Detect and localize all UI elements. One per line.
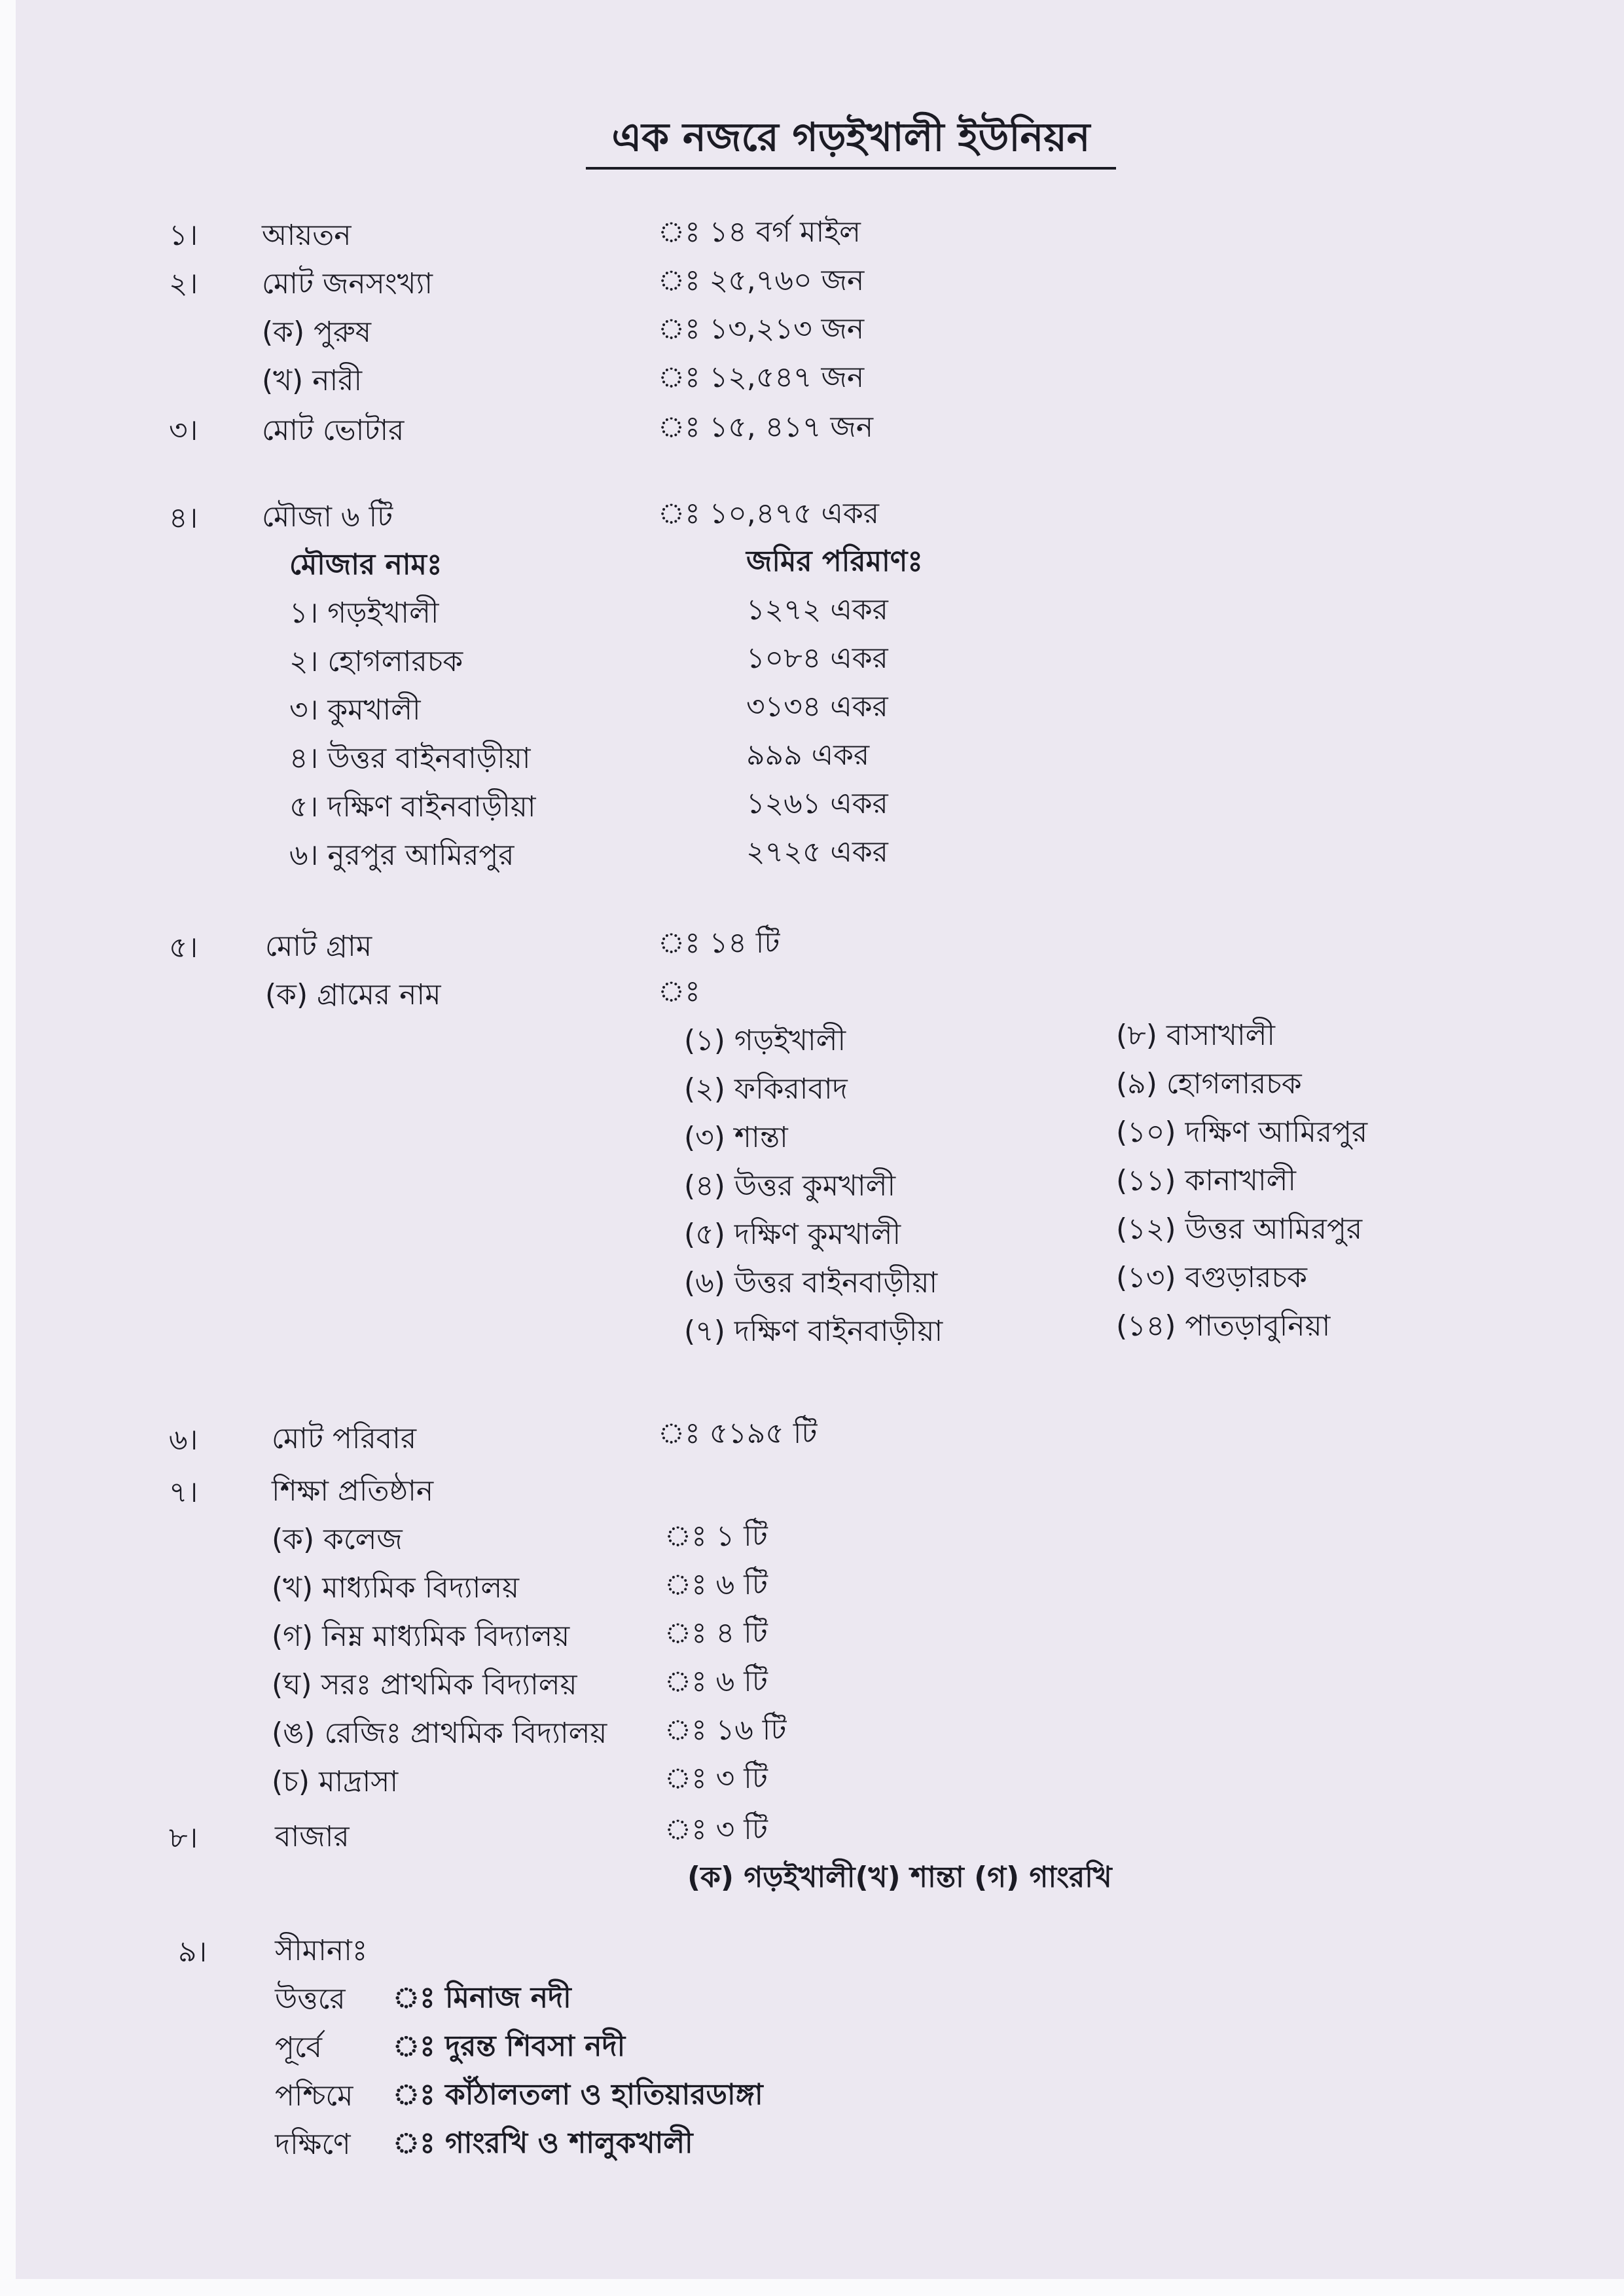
families-label: মোট পরিবার xyxy=(272,1422,417,1455)
mouza-name: ৬। নুরপুর আমিরপুর xyxy=(289,839,514,872)
page-edge-bottom xyxy=(0,2279,1624,2296)
item-number: ৬। xyxy=(169,1423,198,1457)
village-name: (১৪) পাতড়াবুনিয়া xyxy=(1116,1309,1331,1343)
education-item-label: (খ) মাধ্যমিক বিদ্যালয় xyxy=(272,1571,520,1605)
market-list: (ক) গড়ইখালী(খ) শান্তা (গ) গাংরখি xyxy=(687,1861,1112,1894)
education-item-label: (ক) কলেজ xyxy=(272,1523,403,1556)
item-number: ৫। xyxy=(169,931,198,964)
village-name: (৯) হোগলারচক xyxy=(1116,1067,1302,1101)
village-name: (২) ফকিরাবাদ xyxy=(684,1072,848,1106)
education-item-value: ঃ ৩ টি xyxy=(664,1762,768,1795)
education-item-label: (গ) নিম্ন মাধ্যমিক বিদ্যালয় xyxy=(272,1620,570,1653)
mouza-name-header: মৌজার নামঃ xyxy=(289,548,442,581)
boundary-direction: পূর্বে xyxy=(275,2031,323,2064)
item-number: ৮। xyxy=(169,1821,198,1855)
education-item-label: (ঘ) সরঃ প্রাথমিক বিদ্যালয় xyxy=(272,1668,577,1702)
village-name: (৪) উত্তর কুমখালী xyxy=(684,1169,896,1203)
population-label: মোট জনসংখ্যা xyxy=(262,267,433,301)
families-value: ঃ ৫১৯৫ টি xyxy=(658,1417,818,1450)
mouza-name: ৪। উত্তর বাইনবাড়ীয়া xyxy=(289,742,531,775)
item-number: ৭। xyxy=(169,1476,198,1509)
female-value: ঃ ১২,৫৪৭ জন xyxy=(658,361,865,394)
area-value: ঃ ১৪ বর্গ মাইল xyxy=(658,215,861,249)
mouza-label: মৌজা ৬ টি xyxy=(262,500,393,534)
education-item-value: ঃ ১ টি xyxy=(664,1520,768,1553)
market-label: বাজার xyxy=(275,1820,350,1853)
mouza-name: ২। হোগলারচক xyxy=(289,645,463,678)
boundary-direction: পশ্চিমে xyxy=(275,2079,353,2113)
mouza-name: ৩। কুমখালী xyxy=(289,693,421,727)
market-value: ঃ ৩ টি xyxy=(664,1813,768,1846)
page-edge-left xyxy=(0,0,16,2296)
voters-label: মোট ভোটার xyxy=(262,414,405,447)
item-number: ৪। xyxy=(169,501,198,535)
boundary-direction: দক্ষিণে xyxy=(275,2128,351,2161)
village-name: (৭) দক্ষিণ বাইনবাড়ীয়া xyxy=(684,1315,943,1348)
boundary-value: ঃ মিনাজ নদী xyxy=(393,1981,571,2014)
village-names-label: (ক) গ্রামের নাম xyxy=(265,978,441,1011)
village-name: (১১) কানাখালী xyxy=(1116,1164,1297,1197)
education-item-label: (ঙ) রেজিঃ প্রাথমিক বিদ্যালয় xyxy=(272,1717,607,1750)
mouza-area: ১২৬১ একর xyxy=(746,787,888,820)
mouza-name: ১। গড়ইখালী xyxy=(289,596,439,630)
village-name: (৬) উত্তর বাইনবাড়ীয়া xyxy=(684,1266,938,1300)
mouza-area: ১২৭২ একর xyxy=(746,593,888,627)
mouza-area: ৩১৩৪ একর xyxy=(746,690,888,723)
female-label: (খ) নারী xyxy=(262,364,363,397)
education-item-value: ঃ ১৬ টি xyxy=(664,1713,787,1747)
village-name: (১) গড়ইখালী xyxy=(684,1024,846,1057)
mouza-area-header: জমির পরিমাণঃ xyxy=(746,545,923,578)
villages-value: ঃ ১৪ টি xyxy=(658,926,780,960)
mouza-area: ৯৯৯ একর xyxy=(746,738,870,772)
education-item-label: (চ) মাদ্রাসা xyxy=(272,1765,399,1798)
area-label: আয়তন xyxy=(262,219,352,252)
boundary-value: ঃ কাঁঠালতলা ও হাতিয়ারডাঙ্গা xyxy=(393,2078,763,2111)
mouza-name: ৫। দক্ষিণ বাইনবাড়ীয়া xyxy=(289,790,536,824)
population-value: ঃ ২৫,৭৬০ জন xyxy=(658,264,865,297)
village-name: (১০) দক্ষিণ আমিরপুর xyxy=(1116,1116,1368,1149)
boundary-label: সীমানাঃ xyxy=(275,1934,368,1967)
village-name: (৫) দক্ষিণ কুমখালী xyxy=(684,1218,901,1251)
item-number: ২। xyxy=(169,267,198,301)
village-name: (১৩) বগুড়ারচক xyxy=(1116,1261,1307,1294)
village-name: (৮) বাসাখালী xyxy=(1116,1019,1275,1052)
mouza-area: ২৭২৫ একর xyxy=(746,835,888,869)
education-item-value: ঃ ৬ টি xyxy=(664,1568,768,1601)
mouza-value: ঃ ১০,৪৭৫ একর xyxy=(658,497,879,530)
item-number: ৩। xyxy=(169,414,198,447)
boundary-value: ঃ গাংরখি ও শালুকখালী xyxy=(393,2126,693,2160)
male-label: (ক) পুরুষ xyxy=(262,316,371,349)
male-value: ঃ ১৩,২১৩ জন xyxy=(658,312,865,346)
village-name: (৩) শান্তা xyxy=(684,1121,788,1154)
voters-value: ঃ ১৫, ৪১৭ জন xyxy=(658,410,874,444)
education-item-value: ঃ ৬ টি xyxy=(664,1665,768,1698)
mouza-area: ১০৮৪ একর xyxy=(746,642,888,675)
boundary-value: ঃ দুরন্ত শিবসা নদী xyxy=(393,2030,626,2063)
item-number: ১। xyxy=(169,219,198,252)
education-label: শিক্ষা প্রতিষ্ঠান xyxy=(272,1474,434,1508)
boundary-direction: উত্তরে xyxy=(275,1982,346,2016)
item-number: ৯। xyxy=(178,1935,208,1969)
village-name: (১২) উত্তর আমিরপুর xyxy=(1116,1212,1363,1246)
education-item-value: ঃ ৪ টি xyxy=(664,1616,768,1650)
villages-label: মোট গ্রাম xyxy=(265,930,372,963)
page-title: এক নজরে গড়ইখালী ইউনিয়ন xyxy=(586,108,1116,170)
village-names-colon: ঃ xyxy=(658,975,700,1008)
